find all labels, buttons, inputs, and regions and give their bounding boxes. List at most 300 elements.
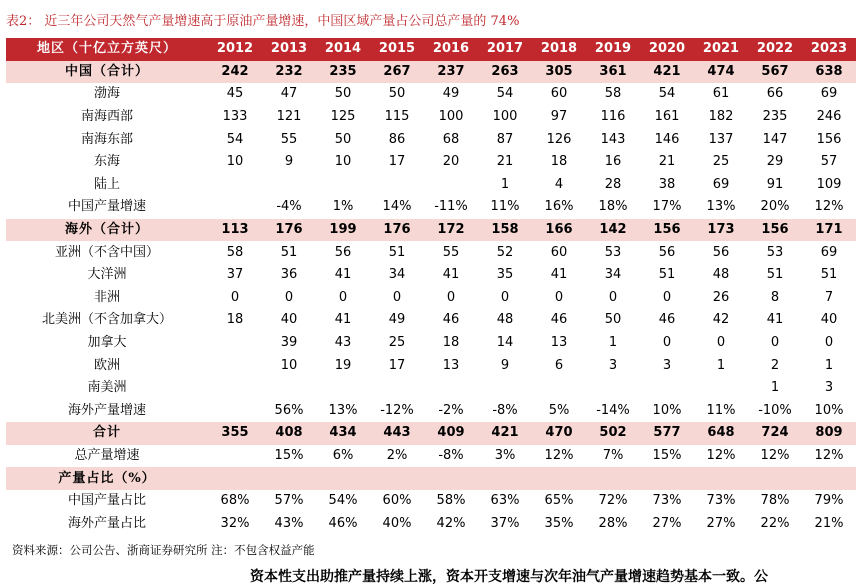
table-cell xyxy=(208,332,262,355)
header-year-2019: 2019 xyxy=(586,38,640,61)
table-cell: 50 xyxy=(334,86,352,102)
table-cell: -8% xyxy=(492,402,518,418)
table-cell: 49 xyxy=(442,86,460,102)
table-cell: 48 xyxy=(496,312,514,328)
table-cell: 9 xyxy=(500,357,510,373)
table-cell: 17% xyxy=(652,199,682,215)
header-year-2018: 2018 xyxy=(532,38,586,61)
table-cell: 50 xyxy=(334,131,352,147)
table-caption: 表2： 近三年公司天然气产量增速高于原油产量增速，中国区域产量占公司总产量的 74% xyxy=(6,14,520,29)
row-label: 北美洲（不含加拿大） xyxy=(41,312,172,328)
table-row xyxy=(6,377,856,400)
table-cell: 72% xyxy=(598,493,628,509)
table-cell: 305 xyxy=(532,61,586,84)
table-cell: 78% xyxy=(760,493,790,509)
table-cell: 18 xyxy=(442,335,460,351)
table-cell: 0 xyxy=(446,289,456,305)
table-cell: 1% xyxy=(332,199,354,215)
row-label: 中国（合计） xyxy=(6,61,208,84)
table-cell: 176 xyxy=(370,219,424,242)
table-cell: 176 xyxy=(262,219,316,242)
table-cell: -2% xyxy=(438,402,464,418)
table-cell xyxy=(424,467,478,490)
row-label: 中国产量占比 xyxy=(67,493,146,509)
table-cell: 56 xyxy=(712,244,730,260)
table-cell: 18% xyxy=(598,199,628,215)
table-cell: 2% xyxy=(386,447,408,463)
table-cell xyxy=(424,174,478,197)
table-cell: 41 xyxy=(334,312,352,328)
table-cell: 21% xyxy=(814,515,844,531)
table-cell: 27% xyxy=(706,515,736,531)
table-cell: 5% xyxy=(548,402,570,418)
table-cell: -8% xyxy=(438,447,464,463)
table-row xyxy=(6,174,856,197)
table-row xyxy=(6,151,856,174)
table-cell: 54 xyxy=(496,86,514,102)
row-label: 海外（合计） xyxy=(6,219,208,242)
table-cell: 434 xyxy=(316,422,370,445)
table-cell: 7% xyxy=(602,447,624,463)
table-cell: 79% xyxy=(814,493,844,509)
table-cell: 0 xyxy=(662,289,672,305)
table-cell: 49 xyxy=(388,312,406,328)
table-cell: 47 xyxy=(280,86,298,102)
table-cell: 3 xyxy=(608,357,618,373)
table-cell: 42% xyxy=(436,515,466,531)
table-cell: 56 xyxy=(658,244,676,260)
table-cell xyxy=(694,467,748,490)
table-band-row xyxy=(6,61,856,84)
table-cell: 147 xyxy=(762,131,788,147)
table-cell: 19 xyxy=(334,357,352,373)
table-cell: 0 xyxy=(284,289,294,305)
table-cell: 6 xyxy=(554,357,564,373)
table-cell: 41 xyxy=(442,267,460,283)
table-cell: 109 xyxy=(816,176,842,192)
table-cell: 3% xyxy=(494,447,516,463)
table-cell: 68 xyxy=(442,131,460,147)
table-row xyxy=(6,309,856,332)
table-cell: 648 xyxy=(694,422,748,445)
table-cell: 40% xyxy=(382,515,412,531)
table-cell: 45 xyxy=(226,86,244,102)
table-cell: 116 xyxy=(600,109,626,125)
table-cell: 54 xyxy=(658,86,676,102)
table-cell xyxy=(208,400,262,423)
table-cell: 1 xyxy=(716,357,726,373)
table-cell: 14 xyxy=(496,335,514,351)
table-cell: 53 xyxy=(766,244,784,260)
table-cell xyxy=(208,354,262,377)
table-cell: 15% xyxy=(652,447,682,463)
table-cell: 577 xyxy=(640,422,694,445)
table-cell: 1 xyxy=(770,380,780,396)
table-cell: 69 xyxy=(712,176,730,192)
table-cell: -12% xyxy=(380,402,414,418)
table-cell: 48 xyxy=(712,267,730,283)
table-cell: 126 xyxy=(546,131,572,147)
table-cell: 20 xyxy=(442,154,460,170)
row-label: 总产量增速 xyxy=(74,447,140,463)
table-cell: 38 xyxy=(658,176,676,192)
table-cell: 13 xyxy=(550,335,568,351)
table-row xyxy=(6,128,856,151)
header-year-2021: 2021 xyxy=(694,38,748,61)
row-label: 渤海 xyxy=(93,86,120,102)
table-row xyxy=(6,332,856,355)
table-cell: 0 xyxy=(716,335,726,351)
table-cell xyxy=(640,467,694,490)
table-cell: 28% xyxy=(598,515,628,531)
table-cell: 421 xyxy=(640,61,694,84)
table-cell xyxy=(208,174,262,197)
table-cell: 34 xyxy=(604,267,622,283)
table-cell: 55 xyxy=(442,244,460,260)
table-cell: 0 xyxy=(500,289,510,305)
header-year-2017: 2017 xyxy=(478,38,532,61)
table-cell: 41 xyxy=(766,312,784,328)
table-cell xyxy=(748,467,802,490)
table-cell: 137 xyxy=(708,131,734,147)
row-label: 大洋洲 xyxy=(87,267,127,283)
table-cell: 55 xyxy=(280,131,298,147)
table-cell: 35 xyxy=(496,267,514,283)
table-cell: 235 xyxy=(316,61,370,84)
table-cell: 146 xyxy=(654,131,680,147)
row-label: 南美洲 xyxy=(87,380,127,396)
table-cell xyxy=(262,174,316,197)
row-label: 合计 xyxy=(6,422,208,445)
table-cell xyxy=(370,377,424,400)
table-cell: 68% xyxy=(220,493,250,509)
table-cell: 97 xyxy=(550,109,568,125)
table-cell: 470 xyxy=(532,422,586,445)
table-cell: 443 xyxy=(370,422,424,445)
table-cell: 39 xyxy=(280,335,298,351)
table-cell: 156 xyxy=(640,219,694,242)
table-cell: 73% xyxy=(706,493,736,509)
table-cell: 11% xyxy=(706,402,736,418)
table-cell: -14% xyxy=(596,402,630,418)
table-cell: 11% xyxy=(490,199,520,215)
row-label: 南海东部 xyxy=(80,131,133,147)
table-cell: 51 xyxy=(820,267,838,283)
table-cell: 409 xyxy=(424,422,478,445)
table-cell: 263 xyxy=(478,61,532,84)
row-label: 海外产量增速 xyxy=(67,402,146,418)
table-cell: 3 xyxy=(824,380,834,396)
table-cell: 246 xyxy=(816,109,842,125)
table-row xyxy=(6,264,856,287)
table-cell xyxy=(316,467,370,490)
table-cell: 724 xyxy=(748,422,802,445)
table-cell: 12% xyxy=(814,199,844,215)
table-cell: 12% xyxy=(706,447,736,463)
table-cell xyxy=(208,377,262,400)
table-cell: 156 xyxy=(748,219,802,242)
table-cell: 20% xyxy=(760,199,790,215)
table-cell xyxy=(424,377,478,400)
table-cell: 171 xyxy=(802,219,856,242)
table-row xyxy=(6,512,856,535)
table-row xyxy=(6,106,856,129)
header-year-2020: 2020 xyxy=(640,38,694,61)
header-year-2014: 2014 xyxy=(316,38,370,61)
table-cell: 53 xyxy=(604,244,622,260)
table-cell xyxy=(370,467,424,490)
table-cell: 43 xyxy=(334,335,352,351)
table-row xyxy=(6,354,856,377)
table-cell: 21 xyxy=(658,154,676,170)
table-cell: 51 xyxy=(658,267,676,283)
header-region-label: 地区（十亿立方英尺） xyxy=(6,38,208,61)
table-cell: 56 xyxy=(334,244,352,260)
table-cell: 6% xyxy=(332,447,354,463)
table-cell: 22% xyxy=(760,515,790,531)
row-label: 东海 xyxy=(93,154,120,170)
table-cell: 0 xyxy=(770,335,780,351)
table-cell: 26 xyxy=(712,289,730,305)
table-body xyxy=(6,61,856,535)
table-cell xyxy=(208,467,262,490)
table-cell: 58% xyxy=(436,493,466,509)
table-cell: 50 xyxy=(604,312,622,328)
table-cell: 57 xyxy=(820,154,838,170)
table-cell xyxy=(208,445,262,468)
table-cell: 52 xyxy=(496,244,514,260)
table-cell: 158 xyxy=(478,219,532,242)
table-cell: 12% xyxy=(814,447,844,463)
table-cell: 66 xyxy=(766,86,784,102)
table-cell: 13% xyxy=(706,199,736,215)
table-cell: 133 xyxy=(222,109,248,125)
table-cell: 8 xyxy=(770,289,780,305)
table-cell: 27% xyxy=(652,515,682,531)
table-cell: -4% xyxy=(276,199,302,215)
table-cell: 69 xyxy=(820,86,838,102)
table-cell: 242 xyxy=(208,61,262,84)
row-label: 中国产量增速 xyxy=(67,199,146,215)
table-band-row xyxy=(6,422,856,445)
table-cell: 73% xyxy=(652,493,682,509)
table-cell: 34 xyxy=(388,267,406,283)
table-cell: 182 xyxy=(708,109,734,125)
table-cell: 125 xyxy=(330,109,356,125)
header-year-2023: 2023 xyxy=(802,38,856,61)
table-cell: 87 xyxy=(496,131,514,147)
table-cell: 9 xyxy=(284,154,294,170)
table-cell: 18 xyxy=(550,154,568,170)
table-cell: 50 xyxy=(388,86,406,102)
table-cell: 28 xyxy=(604,176,622,192)
header-year-2015: 2015 xyxy=(370,38,424,61)
table-cell: 37 xyxy=(226,267,244,283)
table-cell: 10 xyxy=(226,154,244,170)
table-cell: 32% xyxy=(220,515,250,531)
table-cell: 355 xyxy=(208,422,262,445)
row-label: 亚洲（不含中国） xyxy=(54,244,159,260)
table-band-row xyxy=(6,467,856,490)
table-cell: 421 xyxy=(478,422,532,445)
table-cell xyxy=(316,174,370,197)
row-label: 欧洲 xyxy=(93,357,120,373)
table-cell: 91 xyxy=(766,176,784,192)
table-cell xyxy=(262,377,316,400)
table-cell: 46 xyxy=(442,312,460,328)
header-year-2016: 2016 xyxy=(424,38,478,61)
gas-production-table xyxy=(6,38,856,535)
row-label: 产量占比（%） xyxy=(6,467,208,490)
table-cell: 166 xyxy=(532,219,586,242)
table-cell: 7 xyxy=(824,289,834,305)
header-year-2013: 2013 xyxy=(262,38,316,61)
table-cell: 567 xyxy=(748,61,802,84)
table-row xyxy=(6,196,856,219)
table-cell xyxy=(586,377,640,400)
table-cell: 638 xyxy=(802,61,856,84)
table-cell: 172 xyxy=(424,219,478,242)
table-cell: 361 xyxy=(586,61,640,84)
table-cell: 113 xyxy=(208,219,262,242)
table-cell: 51 xyxy=(280,244,298,260)
table-cell: 42 xyxy=(712,312,730,328)
table-row xyxy=(6,83,856,106)
table-cell: 100 xyxy=(492,109,518,125)
table-cell xyxy=(694,377,748,400)
table-cell xyxy=(208,196,262,219)
table-cell: 2 xyxy=(770,357,780,373)
table-cell: 37% xyxy=(490,515,520,531)
table-cell: 142 xyxy=(586,219,640,242)
table-cell: 63% xyxy=(490,493,520,509)
table-cell xyxy=(316,377,370,400)
table-cell: 4 xyxy=(554,176,564,192)
table-cell xyxy=(262,467,316,490)
row-label: 海外产量占比 xyxy=(67,515,146,531)
table-cell xyxy=(802,467,856,490)
table-cell: 41 xyxy=(334,267,352,283)
table-cell: 36 xyxy=(280,267,298,283)
table-cell: 10 xyxy=(334,154,352,170)
table-cell: 235 xyxy=(762,109,788,125)
table-cell: 0 xyxy=(662,335,672,351)
body-paragraph-fragment: 资本性支出助推产量持续上涨，资本开支增速与次年油气产量增速趋势基本一致。公 xyxy=(250,569,768,585)
table-cell: 12% xyxy=(544,447,574,463)
table-cell: 56% xyxy=(274,402,304,418)
table-cell: 41 xyxy=(550,267,568,283)
table-cell: 16 xyxy=(604,154,622,170)
table-cell: 14% xyxy=(382,199,412,215)
table-cell: 0 xyxy=(338,289,348,305)
row-label: 加拿大 xyxy=(87,335,127,351)
table-cell: 232 xyxy=(262,61,316,84)
table-cell: 13 xyxy=(442,357,460,373)
table-row xyxy=(6,490,856,513)
table-cell: 54% xyxy=(328,493,358,509)
table-cell: 115 xyxy=(384,109,410,125)
header-year-2012: 2012 xyxy=(208,38,262,61)
table-cell: 60 xyxy=(550,86,568,102)
table-cell: -10% xyxy=(758,402,792,418)
table-cell: 46 xyxy=(658,312,676,328)
table-cell: 0 xyxy=(392,289,402,305)
table-cell: 267 xyxy=(370,61,424,84)
table-cell: 57% xyxy=(274,493,304,509)
table-cell: 21 xyxy=(496,154,514,170)
table-row xyxy=(6,400,856,423)
table-cell: 40 xyxy=(280,312,298,328)
table-cell: 3 xyxy=(662,357,672,373)
table-cell xyxy=(532,377,586,400)
table-cell: 35% xyxy=(544,515,574,531)
table-cell: 237 xyxy=(424,61,478,84)
table-cell: 408 xyxy=(262,422,316,445)
table-cell: 46% xyxy=(328,515,358,531)
table-cell: 25 xyxy=(712,154,730,170)
table-cell: 502 xyxy=(586,422,640,445)
table-cell: 0 xyxy=(608,289,618,305)
table-cell: 474 xyxy=(694,61,748,84)
table-cell: 18 xyxy=(226,312,244,328)
table-cell: 1 xyxy=(608,335,618,351)
table-cell: 15% xyxy=(274,447,304,463)
table-cell: 60 xyxy=(550,244,568,260)
table-cell: 12% xyxy=(760,447,790,463)
table-row xyxy=(6,445,856,468)
source-note: 资料来源：公司公告、浙商证券研究所 注：不包含权益产能 xyxy=(12,543,315,557)
table-cell: 121 xyxy=(276,109,302,125)
table-cell: 10% xyxy=(652,402,682,418)
table-cell: 100 xyxy=(438,109,464,125)
table-cell: 25 xyxy=(388,335,406,351)
table-cell: 58 xyxy=(604,86,622,102)
table-cell: 1 xyxy=(824,357,834,373)
table-cell: 161 xyxy=(654,109,680,125)
table-cell: 58 xyxy=(226,244,244,260)
table-cell: 61 xyxy=(712,86,730,102)
table-row xyxy=(6,241,856,264)
table-cell xyxy=(478,467,532,490)
table-band-row xyxy=(6,219,856,242)
table-cell: 1 xyxy=(500,176,510,192)
table-cell: 65% xyxy=(544,493,574,509)
table-cell: 156 xyxy=(816,131,842,147)
table-cell: 40 xyxy=(820,312,838,328)
table-cell: 143 xyxy=(600,131,626,147)
table-cell: 0 xyxy=(230,289,240,305)
table-cell: 0 xyxy=(824,335,834,351)
table-cell xyxy=(478,377,532,400)
table-cell: 199 xyxy=(316,219,370,242)
table-cell xyxy=(586,467,640,490)
table-cell: 43% xyxy=(274,515,304,531)
table-cell: 16% xyxy=(544,199,574,215)
row-label: 非洲 xyxy=(93,289,120,305)
table-cell: 86 xyxy=(388,131,406,147)
table-cell: 60% xyxy=(382,493,412,509)
table-cell: 0 xyxy=(554,289,564,305)
table-cell xyxy=(640,377,694,400)
table-cell: 17 xyxy=(388,357,406,373)
table-row xyxy=(6,287,856,310)
table-cell xyxy=(532,467,586,490)
table-cell: 173 xyxy=(694,219,748,242)
table-cell: 69 xyxy=(820,244,838,260)
table-cell: 10 xyxy=(280,357,298,373)
table-cell xyxy=(370,174,424,197)
table-cell: 10% xyxy=(814,402,844,418)
